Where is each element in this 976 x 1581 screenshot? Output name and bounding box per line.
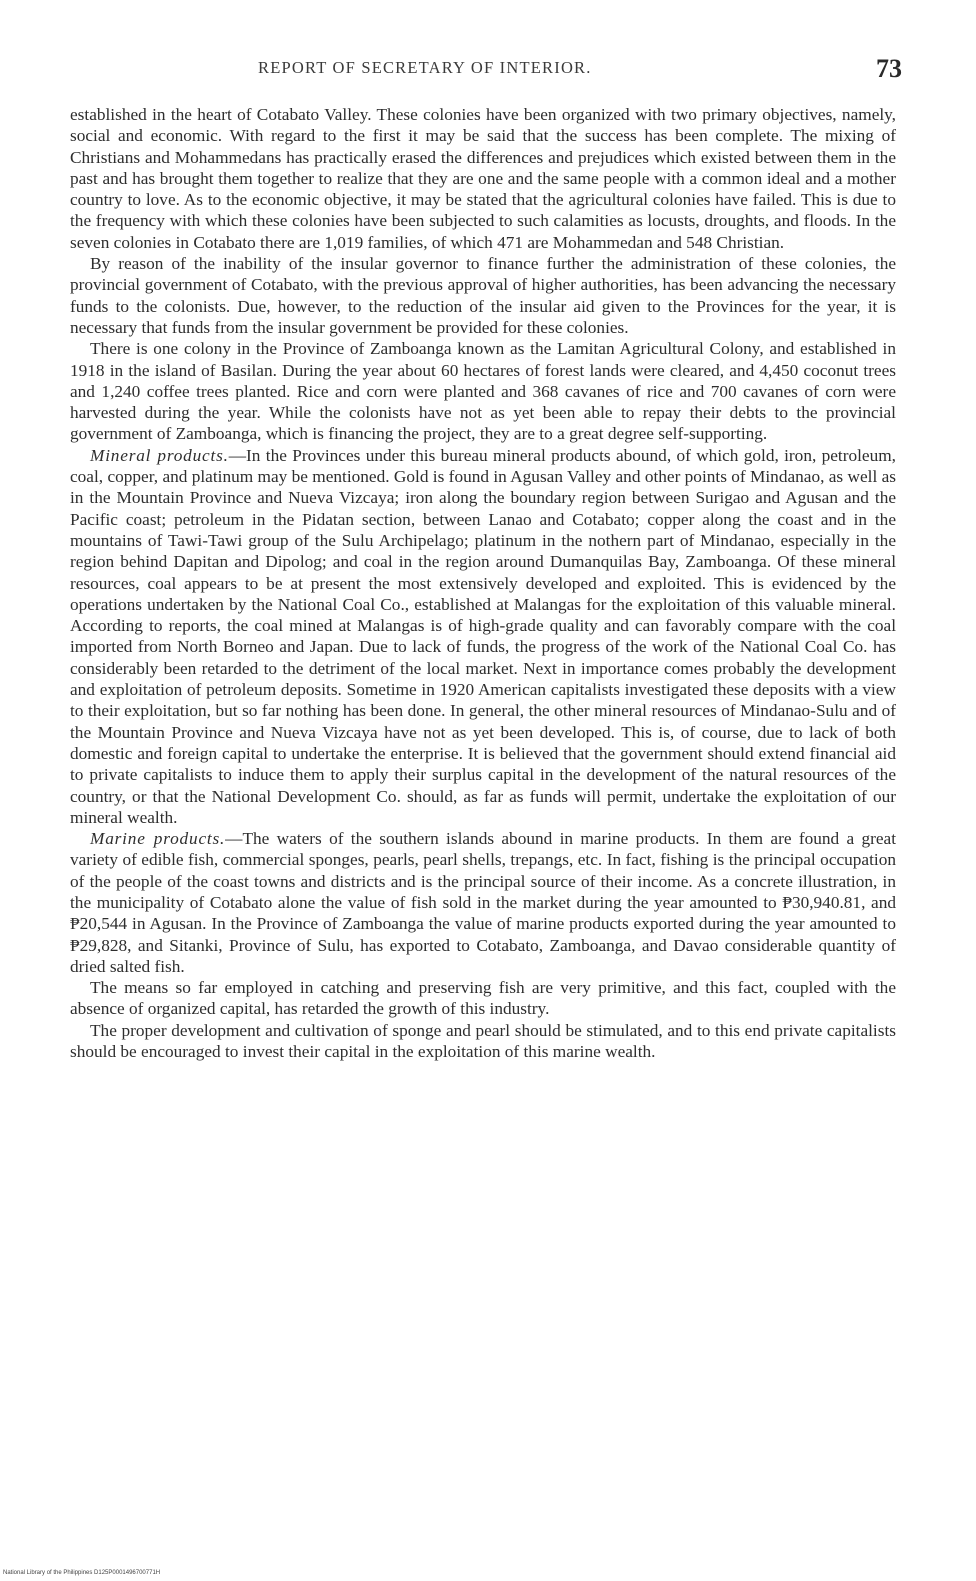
paragraph-mineral-products [70,445,896,828]
page-number: 73 [876,54,902,83]
paragraph-text: —In the Provinces under this bureau mineral products abound, of which gold, iron, petroleum, coal, copper, and platinum may be mentioned. Gold is found in Agusan Valley and other points of Mindanao, as well as in the Mountain Province and Nueva Vizcaya; iron along the boundary region between Surigao and Agusan and the Pacific coast; petroleum in the Pidatan section, between Lanao and Cotabato; copper along the coast and in the mountains of Tawi-Tawi group of the Sulu Archipelago; platinum in the nothern part of Mindanao, especially in the region behind Dapitan and Dipolog; and coal in the region around Dumanquilas Bay, Zamboanga. Of these mineral resources, coal appears to be at present the most extensively developed and exploited. This is evidenced by the operations undertaken by the National Coal Co., established at Malangas for the exploitation of this valuable mineral. According to reports, the coal mined at Malangas is of high-grade quality and can favorably compare with the coal imported from North Borneo and Japan. Due to lack of funds, the progress of the work of the National Coal Co. has considerably been retarded to the detriment of the local market. Next in importance comes probably the development and exploitation of petroleum deposits. Sometime in 1920 American capitalists investigated these deposits with a view to their exploitation, but so far nothing has been done. In general, the other mineral resources of Mindanao-Sulu and of the Mountain Province and Nueva Vizcaya have not as yet been developed. This is, of course, due to lack of both domestic and foreign capital to undertake the enterprise. It is believed that the government should extend financial aid to private capitalists to induce them to apply their surplus capital in the development of the natural resources of the country, or that the National Development Co. should, as far as funds will permit, undertake the exploitation of our mineral wealth. [70,445,896,827]
paragraph-fishing-methods: The means so far employed in catching and preserving fish are very primitive, and this fact, coupled with the absence of organized capital, has retarded the growth of this industry. [70,978,896,1019]
page-header [72,54,904,90]
side-heading-mineral-products: Mineral products. [90,445,229,465]
paragraph-colony-funding: By reason of the inability of the insular governor to finance further the administration of these colonies, the provincial government of Cotabato, with the previous approval of higher authorities, has been advancing the necessary funds to the colonists. Due, however, to the reduction of the insular aid given to the Provinces for the year, it is necessary that funds from the insular government be provided for these colonies. [70,254,896,337]
side-heading-marine-products: Marine products. [90,829,226,849]
paragraph-marine-products [70,828,896,977]
running-head: REPORT OF SECRETARY OF INTERIOR. [258,58,592,77]
paragraph-lamitan-colony: There is one colony in the Province of Zamboanga known as the Lamitan Agricultural Colony, and established in 1918 in the island of Basilan. During the year about 60 hectares of forest lands were cleared, and 4,450 coconut trees and 1,240 coffee trees planted. Rice and corn were planted and 368 cavanes of rice and 700 cavanes of corn were harvested during the year. While the colonists have not as yet been able to repay their debts to the provincial government of Zamboanga, which is financing the project, they are to a great degree self-supporting. [70,339,896,444]
paragraph-text: —The waters of the southern islands abound in marine products. In them are found a great variety of edible fish, commercial sponges, pearls, pearl shells, trepangs, etc. In fact, fishing is the principal occupation of the people of the coast towns and districts and is the principal source of their income. As a concrete illustration, in the municipality of Cotabato alone the value of fish sold in the market during the year amounted to ₱30,940.81, and ₱20,544 in Agusan. In the Province of Zamboanga the value of marine products exported during the year amounted to ₱29,828, and Sitanki, Province of Sulu, has exported to Cotabato, Zamboanga, and Davao considerable quantity of dried salted fish. [70,829,896,976]
body-text [70,104,896,1062]
paragraph-cotabato-colonies: established in the heart of Cotabato Valley. These colonies have been organized with two primary objectives, namely, social and economic. With regard to the first it may be said that the success has been complete. The mixing of Christians and Mohammedans has practically erased the differences and prejudices which existed between them in the past and has brought them together to realize that they are one and the same people with a common ideal and a mother country to love. As to the economic objective, it may be stated that the agricultural colonies have failed. This is due to the frequency with which these colonies have been subjected to such calamities as locusts, droughts, and floods. In the seven colonies in Cotabato there are 1,019 families, of which 471 are Mohammedan and 548 Christian. [70,105,896,252]
paragraph-sponge-pearl: The proper development and cultivation of sponge and pearl should be stimulated, and to this end private capitalists should be encouraged to invest their capital in the exploitation of this marine wealth. [70,1020,896,1062]
scan-footer-note: National Library of the Philippines D125P0001496700771H [3,1570,161,1576]
